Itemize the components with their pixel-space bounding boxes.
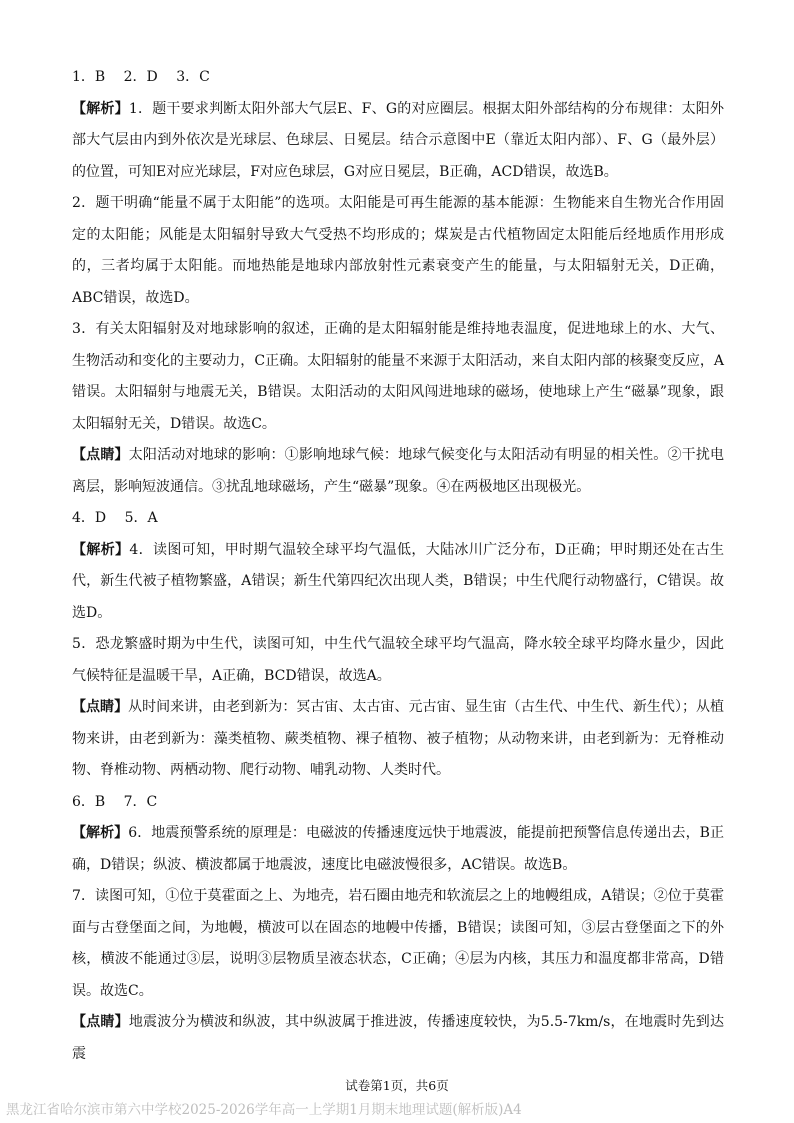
analysis-paragraph xyxy=(72,94,724,189)
answer-line xyxy=(72,787,724,819)
key-point-paragraph xyxy=(72,440,724,503)
paragraph-text: 地震波分为横波和纵波，其中纵波属于推进波，传播速度较快，为5.5-7km/s，在地震时先到达震 xyxy=(72,1014,725,1062)
paragraph-text: 1．B 2．D 3．C xyxy=(72,69,210,85)
analysis-paragraph xyxy=(72,881,724,1007)
paragraph-text: 从时间来讲，由老到新为：冥古宙、太古宙、元古宙、显生宙（古生代、中生代、新生代）；从植物来讲，由老到新为：藻类植物、蕨类植物、裸子植物、被子植物；从动物来讲，由老到新为：无脊椎动物、脊椎动物、两栖动物、爬行动物、哺乳动物、人类时代。 xyxy=(72,699,725,778)
analysis-paragraph xyxy=(72,818,724,881)
analysis-paragraph xyxy=(72,314,724,440)
paragraph-tag: 【点睛】 xyxy=(72,699,129,715)
paragraph-text: 6．B 7．C xyxy=(72,793,158,810)
analysis-paragraph xyxy=(72,629,724,692)
key-point-paragraph xyxy=(72,1007,724,1070)
paragraph-tag: 【点睛】 xyxy=(72,447,129,463)
paragraph-tag: 【解析】 xyxy=(72,541,130,558)
paragraph-text: 3．有关太阳辐射及对地球影响的叙述，正确的是太阳辐射能是维持地表温度，促进地球上的水、大气、生物活动和变化的主要动力，C正确。太阳辐射的能量不来源于太阳活动，来自太阳内部的核聚变反应，A错误。太阳辐射与地震无关，B错误。太阳活动的太阳风闯进地球的磁场，使地球上产生“磁暴”现象，跟太阳辐射无关，D错误。故选C。 xyxy=(72,321,724,432)
answer-analysis-content xyxy=(72,62,724,1070)
source-watermark: 黑龙江省哈尔滨市第六中学校2025-2026学年高一上学期1月期末地理试题(解析版)A4 xyxy=(6,1102,522,1118)
paragraph-text: 4．D 5．A xyxy=(72,510,158,526)
paragraph-text: 2．题干明确“能量不属于太阳能”的选项。太阳能是可再生能源的基本能源：生物能来自生物光合作用固定的太阳能；风能是太阳辐射导致大气受热不均形成的；煤炭是古代植物固定太阳能后经地质作用形成的，三者均属于太阳能。而地热能是地球内部放射性元素衰变产生的能量，与太阳辐射无关，D正确，ABC错误，故选D。 xyxy=(72,195,724,306)
analysis-paragraph xyxy=(72,535,724,630)
answer-line xyxy=(72,503,724,535)
page-footer: 试卷第1页，共6页 xyxy=(345,1078,449,1093)
analysis-paragraph xyxy=(72,188,724,314)
paragraph-text: 1．题干要求判断太阳外部大气层E、F、G的对应圈层。根据太阳外部结构的分布规律：太阳外部大气层由内到外依次是光球层、色球层、日冕层。结合示意图中E（靠近太阳内部）、F、G（最外层）的位置，可知E对应光球层，F对应色球层，G对应日冕层，B正确，ACD错误，故选B。 xyxy=(72,100,724,180)
paragraph-text: 太阳活动对地球的影响：①影响地球气候：地球气候变化与太阳活动有明显的相关性。②干扰电离层，影响短波通信。③扰乱地球磁场，产生“磁暴”现象。④在两极地区出现极光。 xyxy=(72,447,725,495)
paragraph-text: 4．读图可知，甲时期气温较全球平均气温低，大陆冰川广泛分布，D正确；甲时期还处在古生代，新生代被子植物繁盛，A错误；新生代第四纪次出现人类，B错误；中生代爬行动物盛行，C错误。故选D。 xyxy=(72,541,725,621)
paragraph-text: 7．读图可知，①位于莫霍面之上、为地壳，岩石圈由地壳和软流层之上的地幔组成，A错误；②位于莫霍面与古登堡面之间，为地幔，横波可以在固态的地幔中传播，B错误；读图可知，③层古登堡面之下的外核，横波不能通过③层，说明③层物质呈液态状态，C正确；④层为内核，其压力和温度都非常高，D错误。故选C。 xyxy=(72,888,724,999)
answer-line xyxy=(72,62,724,94)
paragraph-tag: 【解析】 xyxy=(72,100,129,117)
paragraph-text: 5．恐龙繁盛时期为中生代，读图可知，中生代气温较全球平均气温高，降水较全球平均降水量少，因此气候特征是温暖干旱，A正确，BCD错误，故选A。 xyxy=(72,636,724,684)
paragraph-tag: 【点睛】 xyxy=(72,1014,129,1030)
key-point-paragraph xyxy=(72,692,724,787)
paragraph-tag: 【解析】 xyxy=(72,825,129,841)
paragraph-text: 6．地震预警系统的原理是：电磁波的传播速度远快于地震波，能提前把预警信息传递出去，B正确，D错误；纵波、横波都属于地震波，速度比电磁波慢很多，AC错误。故选B。 xyxy=(72,825,724,873)
